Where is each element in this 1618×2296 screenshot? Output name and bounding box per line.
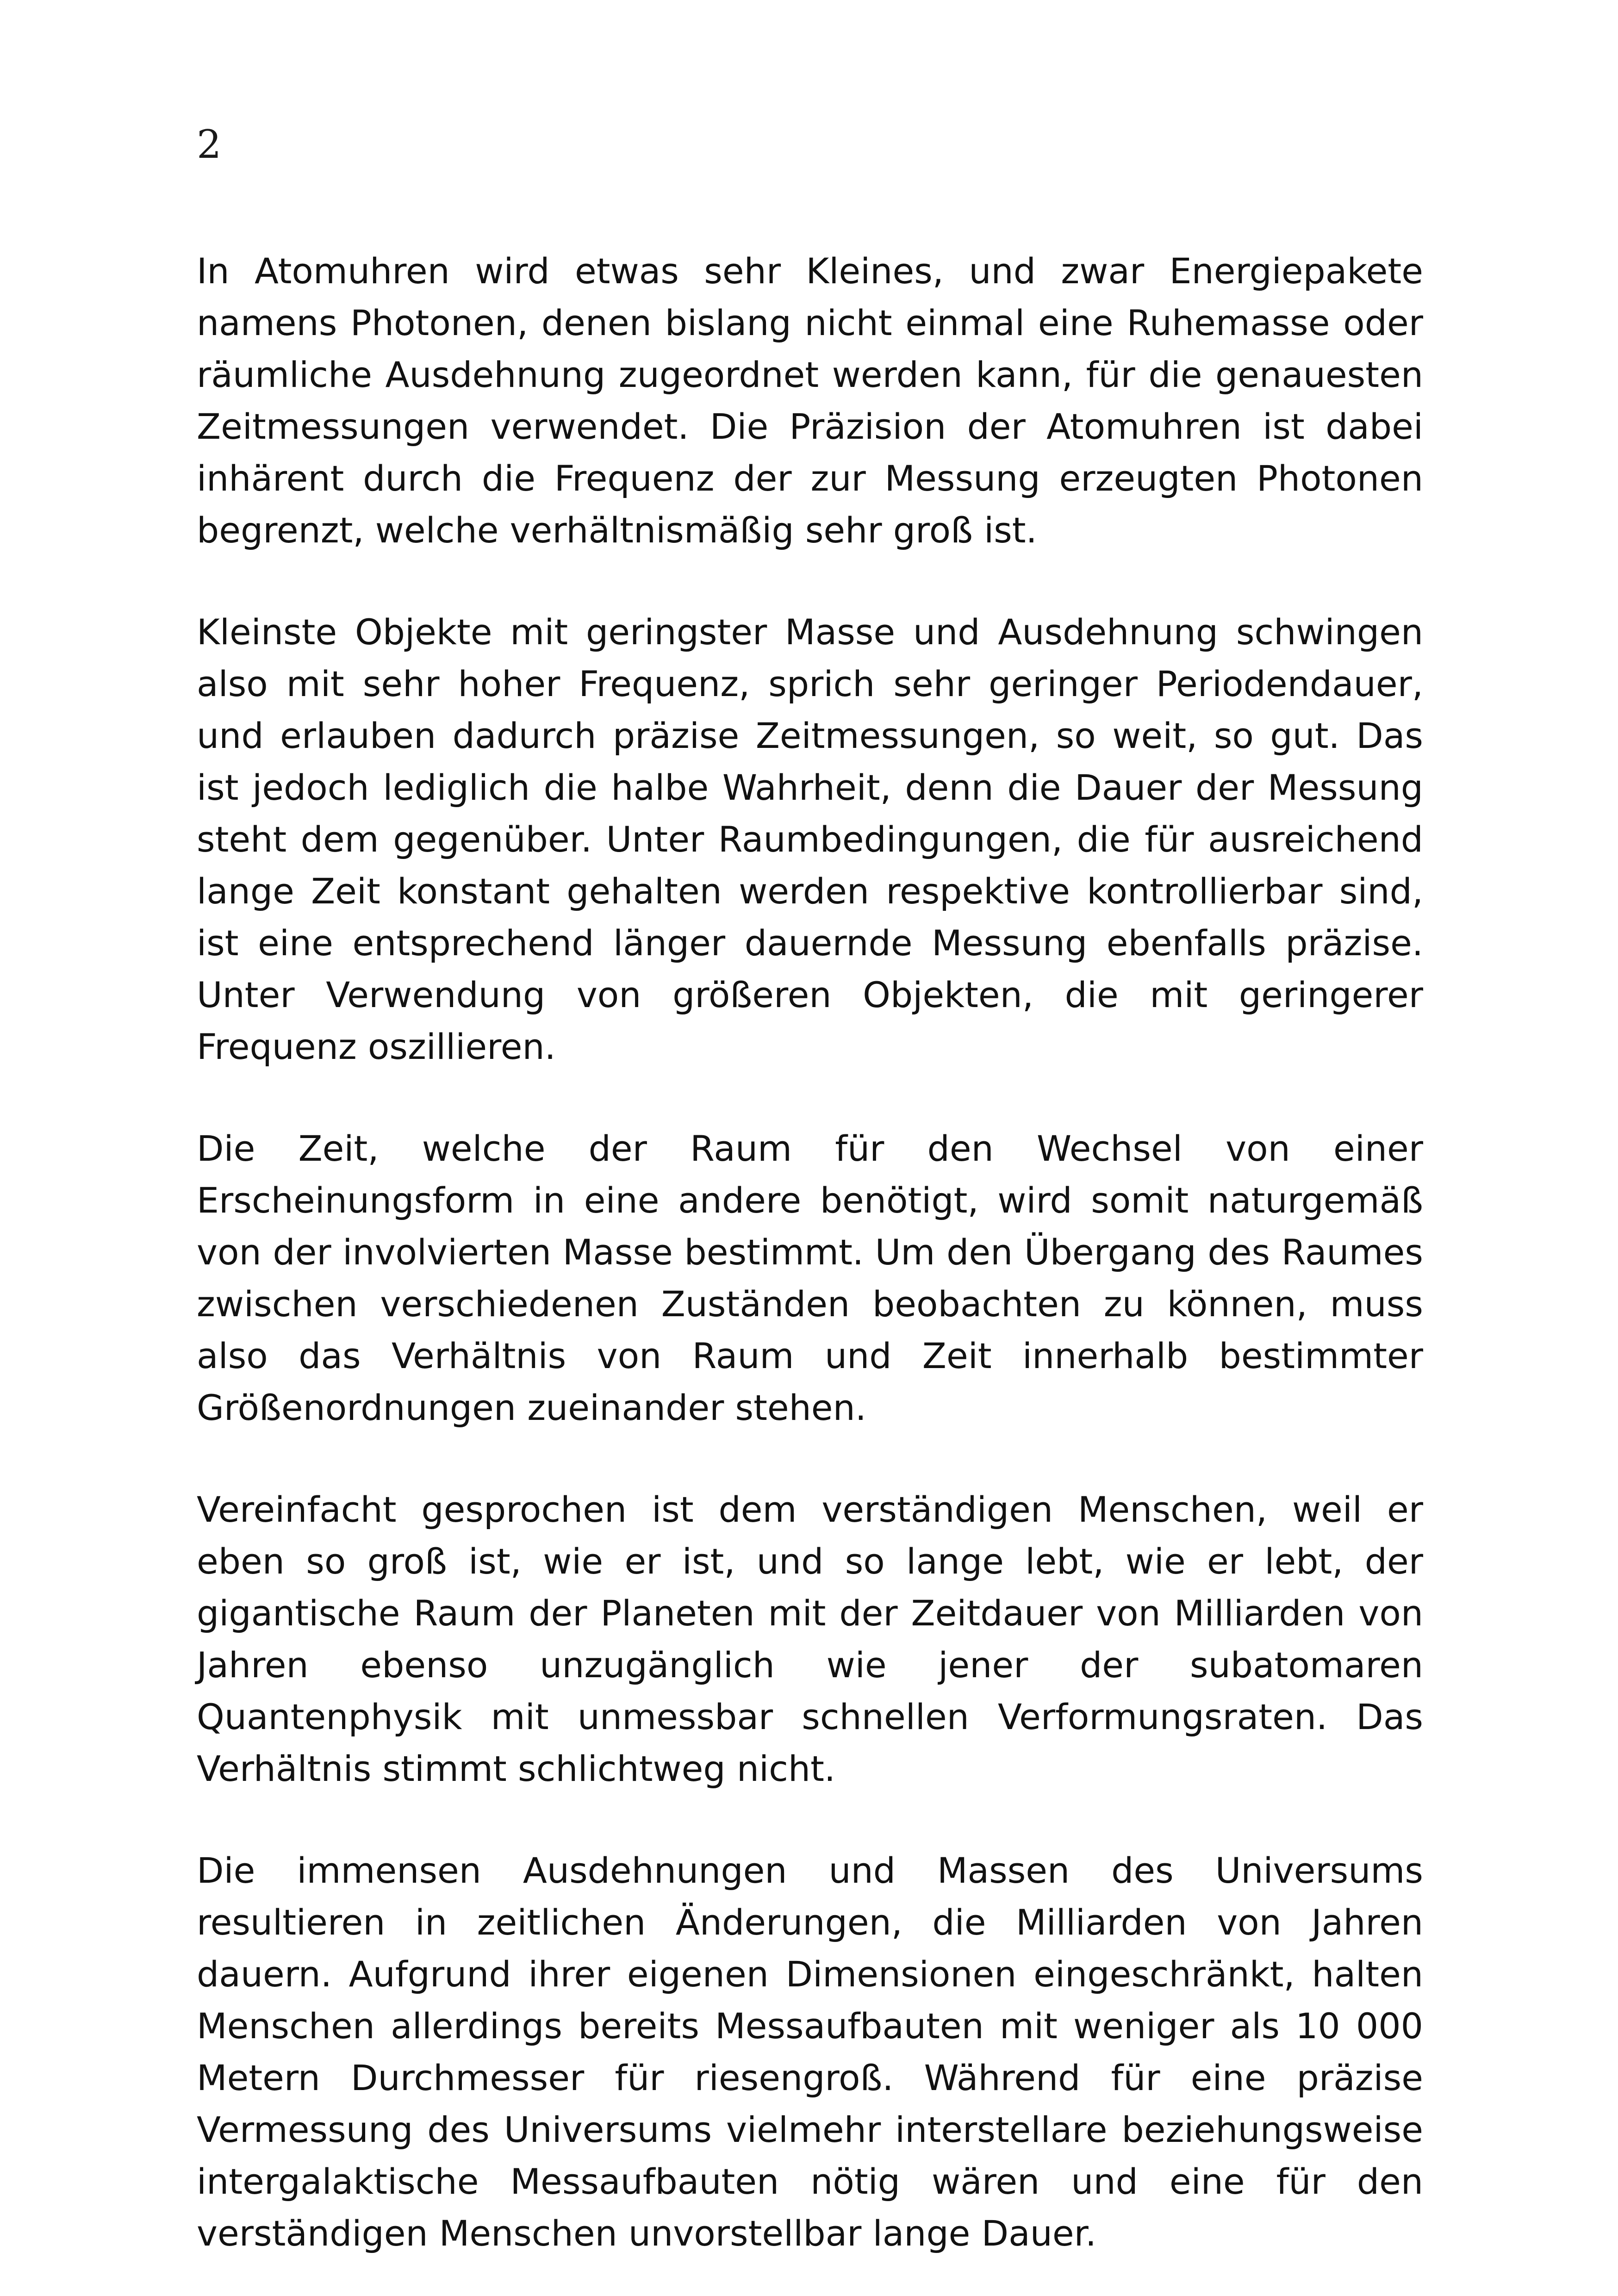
body-text	[197, 245, 1423, 2259]
page-number: 2	[197, 122, 222, 167]
paragraph: In Atomuhren wird etwas sehr Kleines, und zwar Energiepakete namens Photonen, denen bislang nicht einmal eine Ruhemasse oder räumliche Ausdehnung zugeordnet werden kann, für die genauesten Zeitmessungen verwendet. Die Präzision der Atomuhren ist dabei inhärent durch die Frequenz der zur Messung erzeugten Photonen begrenzt, welche verhältnismäßig sehr groß ist.	[197, 250, 1423, 551]
paragraph: Die immensen Ausdehnungen und Massen des Universums resultieren in zeitlichen Änderungen, die Milliarden von Jahren dauern. Aufgrund ihrer eigenen Dimensionen eingeschränkt, halten Menschen allerdings bereits Messaufbauten mit weniger als 10 000 Metern Durchmesser für riesengroß. Während für eine präzise Vermessung des Universums vielmehr interstellare beziehungsweise intergalaktische Messaufbauten nötig wären und eine für den verständigen Menschen unvorstellbar lange Dauer.	[197, 1850, 1423, 2254]
paragraph: Vereinfacht gesprochen ist dem verständigen Menschen, weil er eben so groß ist, wie er ist, und so lange lebt, wie er lebt, der gigantische Raum der Planeten mit der Zeitdauer von Milliarden von Jahren ebenso unzugänglich wie jener der subatomaren Quantenphysik mit unmessbar schnellen Verformungsraten. Das Verhältnis stimmt schlichtweg nicht.	[197, 1489, 1423, 1789]
paragraph: Kleinste Objekte mit geringster Masse und Ausdehnung schwingen also mit sehr hoher Frequenz, sprich sehr geringer Periodendauer, und erlauben dadurch präzise Zeitmessungen, so weit, so gut. Das ist jedoch lediglich die halbe Wahrheit, denn die Dauer der Messung steht dem gegenüber. Unter Raumbedingungen, die für ausreichend lange Zeit konstant gehalten werden respektive kontrollierbar sind, ist eine entsprechend länger dauernde Messung ebenfalls präzise. Unter Verwendung von größeren Objekten, die mit geringerer Frequenz oszillieren.	[197, 611, 1423, 1067]
paragraph: Die Zeit, welche der Raum für den Wechsel von einer Erscheinungsform in eine andere benötigt, wird somit naturgemäß von der involvierten Masse bestimmt. Um den Übergang des Raumes zwischen verschiedenen Zuständen beobachten zu können, muss also das Verhältnis von Raum und Zeit innerhalb bestimmter Größenordnungen zueinander stehen.	[197, 1128, 1423, 1428]
